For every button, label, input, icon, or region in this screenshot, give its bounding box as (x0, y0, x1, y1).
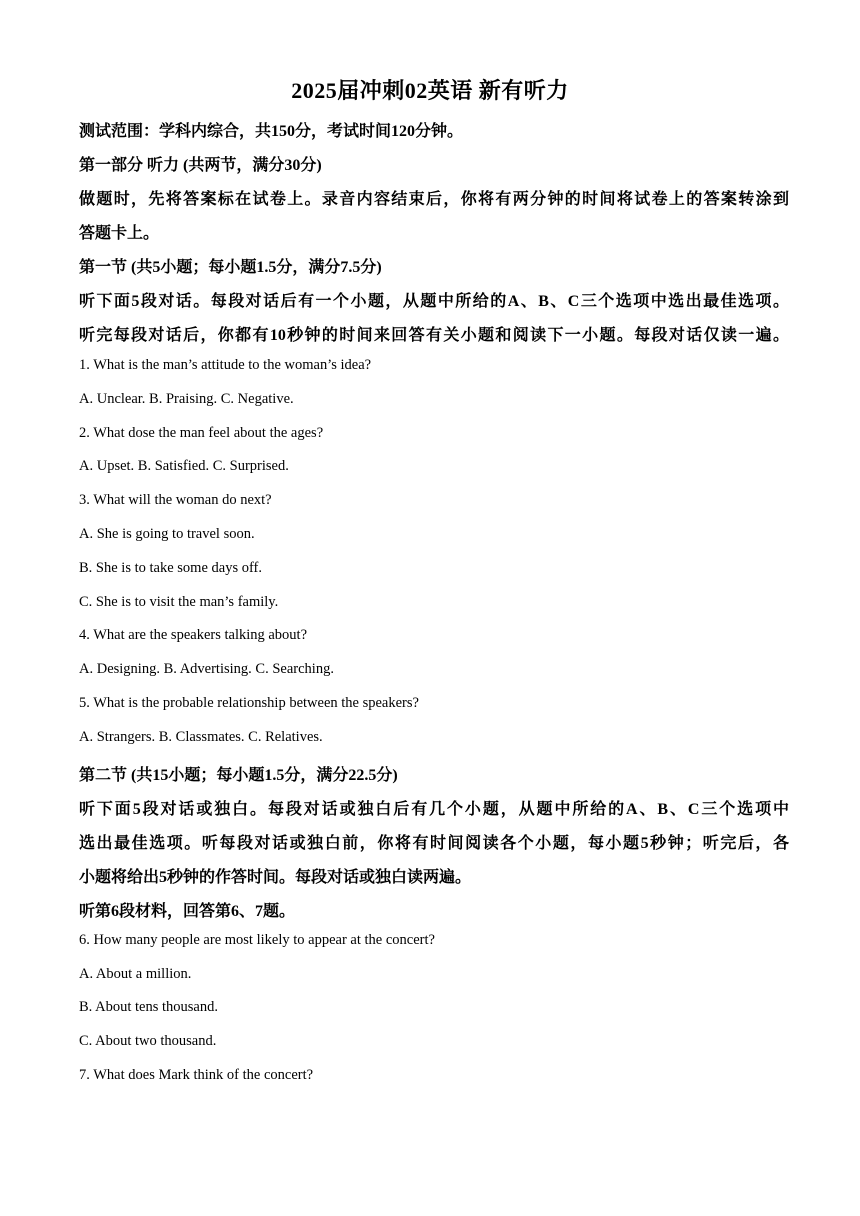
section1-heading: 第一节 (共5小题；每小题1.5分，满分7.5分) (79, 259, 382, 276)
q6-question: 6. How many people are most likely to appear at the concert? (79, 932, 435, 948)
section1-instruction-line1: 听下面5段对话。每段对话后有一个小题，从题中所给的A、B、C三个选项中选出最佳选项。 (79, 293, 789, 310)
section2-heading: 第二节 (共15小题；每小题1.5分，满分22.5分) (79, 767, 398, 784)
part1-instruction-line1: 做题时，先将答案标在试卷上。录音内容结束后，你将有两分钟的时间将试卷上的答案转涂到 (79, 191, 789, 208)
q5-options: A. Strangers. B. Classmates. C. Relatives. (79, 729, 323, 745)
q4-options: A. Designing. B. Advertising. C. Searching. (79, 661, 334, 677)
material-6-heading: 听第6段材料，回答第6、7题。 (79, 903, 296, 920)
q3-option-c: C. She is to visit the man’s family. (79, 594, 279, 610)
q6-option-c: C. About two thousand. (79, 1033, 217, 1049)
q7-question: 7. What does Mark think of the concert? (79, 1067, 314, 1083)
q6-option-a: A. About a million. (79, 966, 192, 982)
section1-instruction-line2: 听完每段对话后，你都有10秒钟的时间来回答有关小题和阅读下一小题。每段对话仅读一遍。 (79, 327, 789, 344)
q1-question: 1. What is the man’s attitude to the woman’s idea? (79, 357, 372, 373)
q3-option-a: A. She is going to travel soon. (79, 526, 255, 542)
part1-instruction-line2: 答题卡上。 (79, 225, 160, 242)
q6-option-b: B. About tens thousand. (79, 999, 218, 1015)
q3-question: 3. What will the woman do next? (79, 492, 272, 508)
section2-instruction-line2: 选出最佳选项。听每段对话或独白前，你将有时间阅读各个小题，每小题5秒钟；听完后，各 (79, 835, 789, 852)
q2-options: A. Upset. B. Satisfied. C. Surprised. (79, 458, 289, 474)
q4-question: 4. What are the speakers talking about? (79, 627, 308, 643)
q5-question: 5. What is the probable relationship between the speakers? (79, 695, 419, 711)
q2-question: 2. What dose the man feel about the ages? (79, 425, 324, 441)
section2-instruction-line3: 小题将给出5秒钟的作答时间。每段对话或独白读两遍。 (79, 869, 472, 886)
q1-options: A. Unclear. B. Praising. C. Negative. (79, 391, 294, 407)
section2-instruction-line1: 听下面5段对话或独白。每段对话或独白后有几个小题，从题中所给的A、B、C三个选项中 (79, 801, 789, 818)
part1-heading: 第一部分 听力 (共两节，满分30分) (79, 157, 322, 174)
q3-option-b: B. She is to take some days off. (79, 560, 262, 576)
page-title: 2025届冲刺02英语 新有听力 (291, 78, 569, 103)
exam-scope: 测试范围：学科内综合，共150分，考试时间120分钟。 (79, 123, 464, 140)
